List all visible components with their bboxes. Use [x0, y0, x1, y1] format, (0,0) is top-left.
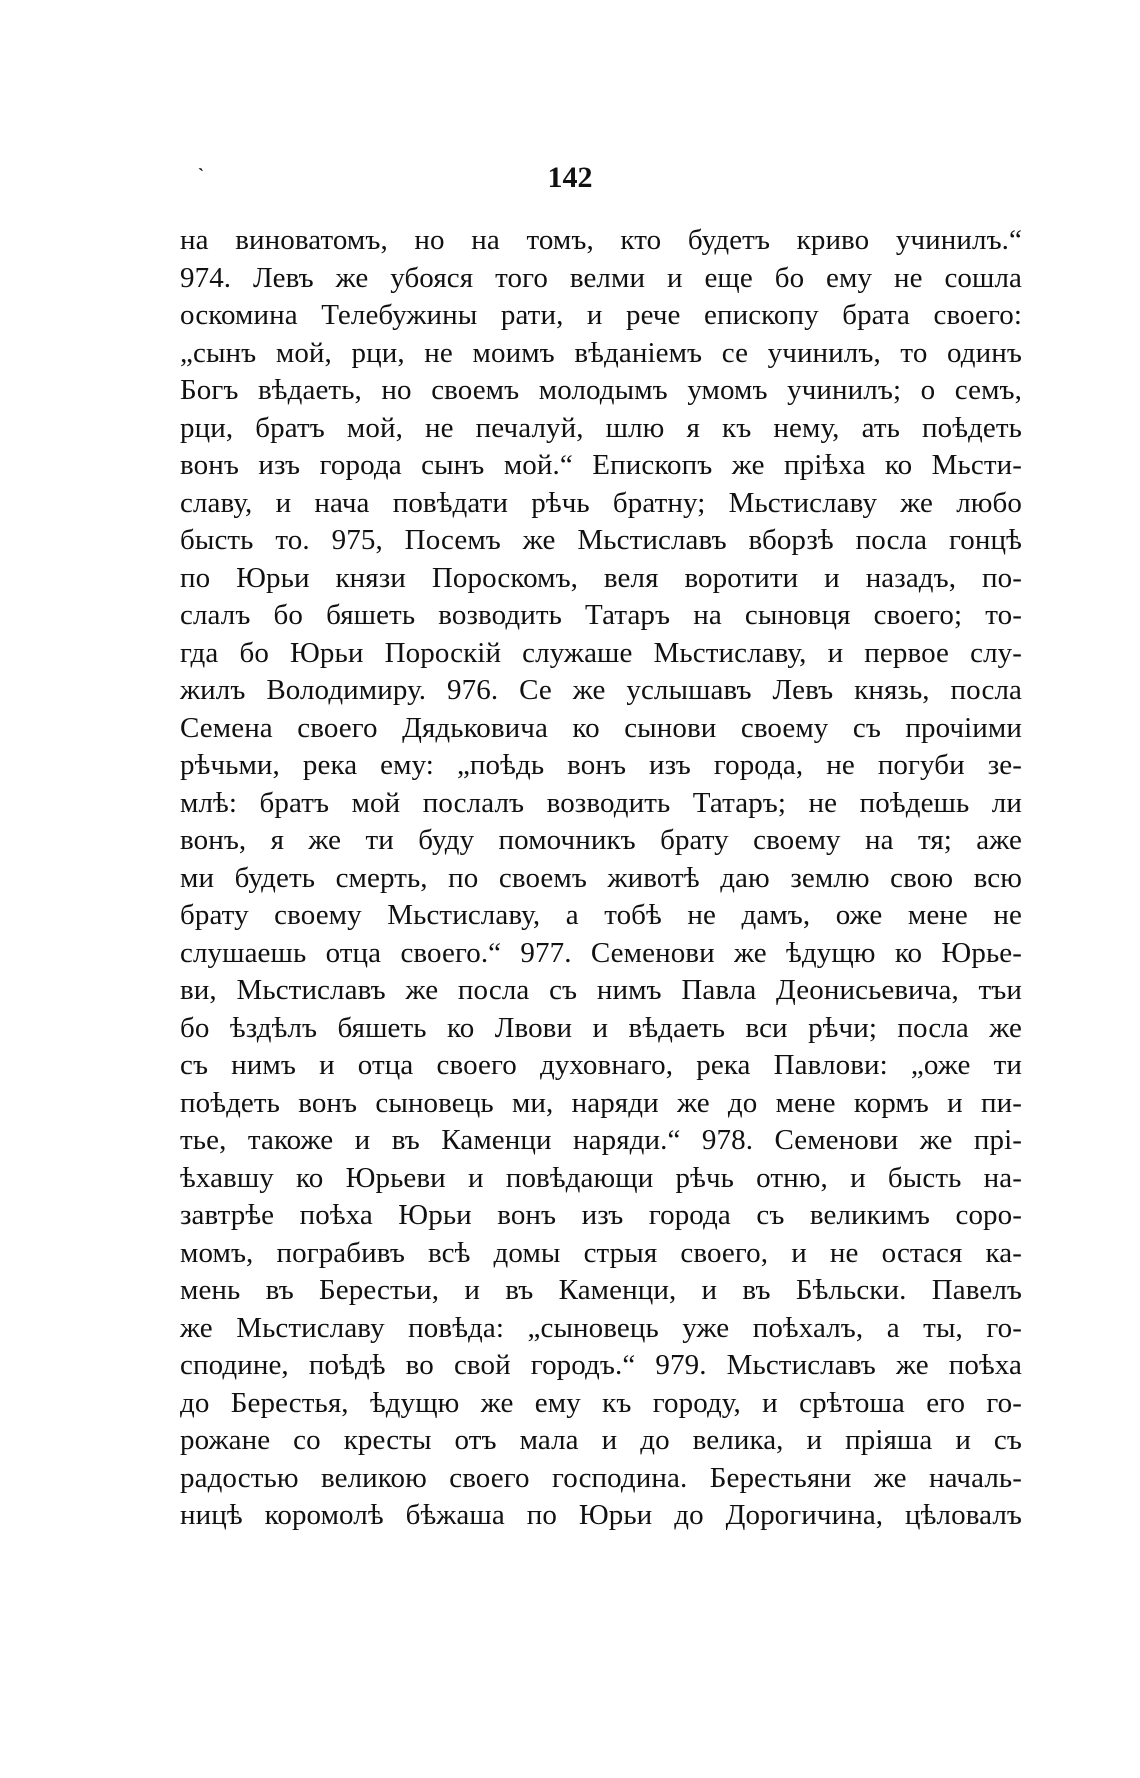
text-line: гда бо Юрьи Пороскій служаше Мьстиславу, и первое слу- — [180, 636, 1022, 669]
text-line: вонъ изъ города сынъ мой.“ Епископъ же пріѣха ко Мьсти- — [180, 449, 1022, 481]
text-line: слушаешь отца своего.“ 977. Семенови же ѣдущю ко Юрье- — [180, 936, 1022, 969]
text-line: до Берестья, ѣдущю же ему къ городу, и срѣтоша его го- — [180, 1386, 1022, 1419]
body-text — [180, 222, 1022, 1535]
text-line: радостью великою своего господина. Берестьяни же началь- — [180, 1461, 1022, 1494]
text-line: на виноватомъ, но на томъ, кто будетъ криво учинилъ.“ — [180, 224, 1022, 256]
text-line: вонъ, я же ти буду помочникъ брату своему на тя; аже — [180, 824, 1022, 856]
margin-mark: ` — [198, 165, 204, 185]
text-line: ѣхавшу ко Юрьеви и повѣдающи рѣчь отню, и бысть на- — [180, 1161, 1022, 1194]
text-line: рожане со кресты отъ мала и до велика, и пріяша и съ — [180, 1424, 1022, 1456]
text-line: брату своему Мьстиславу, а тобѣ не дамъ, оже мене не — [180, 899, 1022, 931]
text-line: Богъ вѣдаеть, но своемъ молодымъ умомъ учинилъ; о семъ, — [180, 374, 1022, 406]
text-line: слалъ бо бяшеть возводить Татаръ на сыновця своего; то- — [180, 599, 1022, 631]
page-number: 142 — [547, 161, 593, 194]
text-line: поѣдеть вонъ сыновець ми, наряди же до мене кормъ и пи- — [180, 1086, 1022, 1119]
text-line: сподине, поѣдѣ во свой городъ.“ 979. Мьстиславъ же поѣха — [180, 1349, 1022, 1381]
text-line: оскомина Телебужины рати, и рече епископу брата своего: — [180, 299, 1022, 331]
text-line: бысть то. 975, Посемъ же Мьстиславъ вборзѣ посла гонцѣ — [180, 524, 1022, 556]
text-line: тье, такоже и въ Каменци наряди.“ 978. Семенови же прі- — [180, 1124, 1022, 1156]
text-line: момъ, пограбивъ всѣ домы стрыя своего, и не остася ка- — [180, 1236, 1022, 1269]
text-line: ницѣ коромолѣ бѣжаша по Юрьи до Дорогичина, цѣловалъ — [180, 1499, 1022, 1531]
text-line: жилъ Володимиру. 976. Се же услышавъ Левъ князь, посла — [180, 674, 1022, 706]
text-line: „сынъ мой, рци, не моимъ вѣданіемъ се учинилъ, то одинъ — [180, 336, 1022, 369]
text-line: млѣ: братъ мой послалъ возводить Татаръ; не поѣдешь ли — [180, 786, 1022, 819]
text-line: ми будеть смерть, по своемъ животѣ даю землю свою всю — [180, 861, 1022, 894]
text-line: славу, и нача повѣдати рѣчь братну; Мьстиславу же любо — [180, 486, 1022, 519]
text-line: бо ѣздѣлъ бяшеть ко Лвови и вѣдаеть вси рѣчи; посла же — [180, 1011, 1022, 1044]
text-line: рци, братъ мой, не печалуй, шлю я къ нему, ать поѣдеть — [180, 411, 1022, 444]
text-line: 974. Левъ же убояся того велми и еще бо ему не сошла — [180, 261, 1022, 294]
text-line: мень въ Берестьи, и въ Каменци, и въ Бѣльски. Павелъ — [180, 1274, 1022, 1306]
text-line: съ нимъ и отца своего духовнаго, река Павлови: „оже ти — [180, 1049, 1022, 1081]
text-line: по Юрьи князи Пороскомъ, веля воротити и назадъ, по- — [180, 561, 1022, 594]
text-line: рѣчьми, река ему: „поѣдь вонъ изъ города, не погуби зе- — [180, 749, 1022, 781]
text-line: завтрѣе поѣха Юрьи вонъ изъ города съ великимъ соро- — [180, 1199, 1022, 1231]
text-line: ви, Мьстиславъ же посла съ нимъ Павла Деонисьевича, тъи — [180, 974, 1022, 1006]
text-line: же Мьстиславу повѣда: „сыновець уже поѣхалъ, а ты, го- — [180, 1311, 1022, 1344]
text-line: Семена своего Дядьковича ко сынови своему съ прочіими — [180, 711, 1022, 744]
